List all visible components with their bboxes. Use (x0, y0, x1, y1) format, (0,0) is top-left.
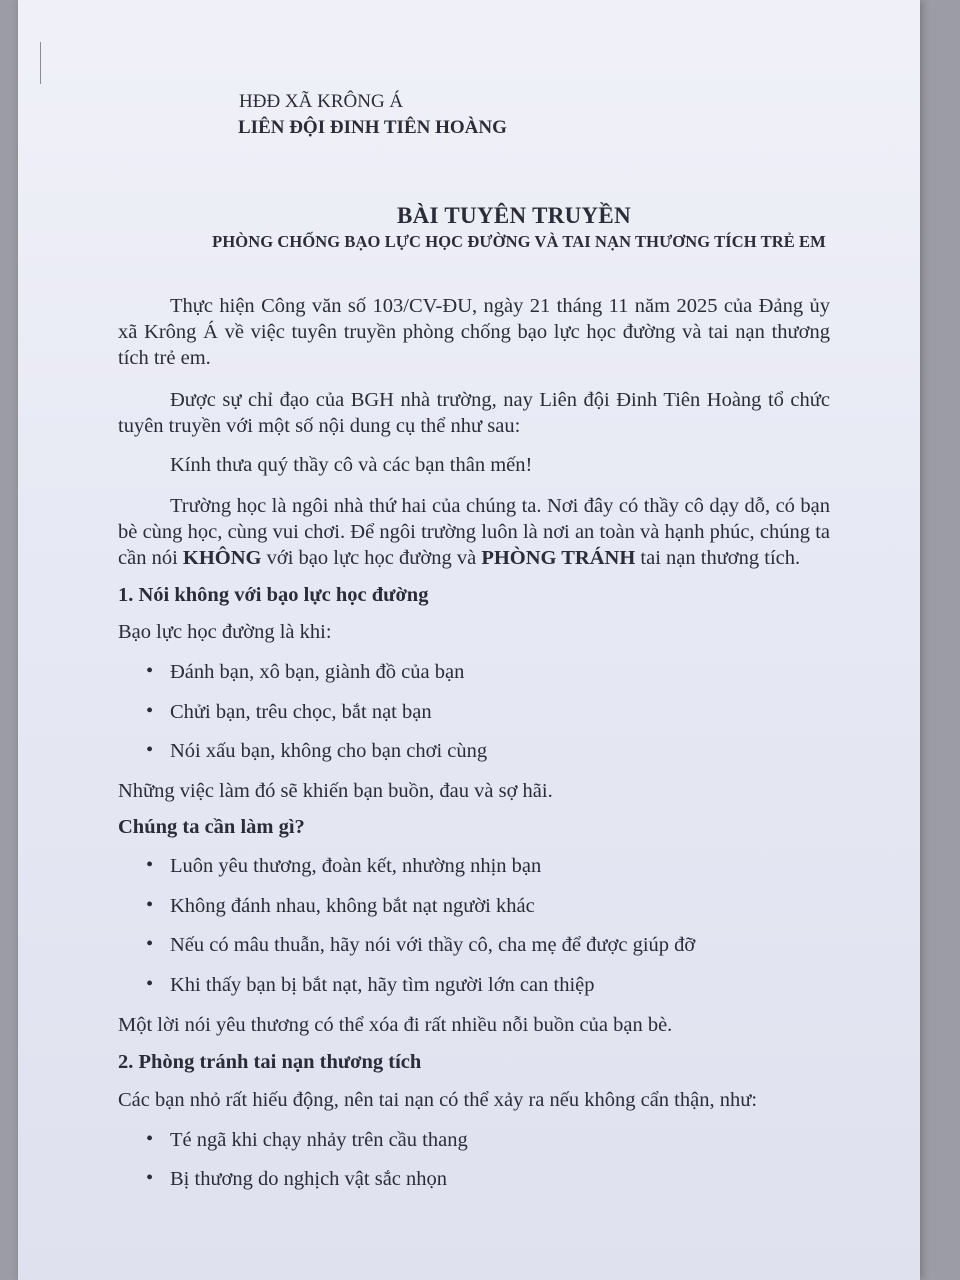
section-1-subheading: Chúng ta cần làm gì? (118, 815, 305, 838)
list-item: • Không đánh nhau, không bắt nạt người khác (170, 894, 830, 920)
list-item: • Nói xấu bạn, không cho bạn chơi cùng (170, 739, 830, 765)
section-2-heading: 2. Phòng tránh tai nạn thương tích (118, 1051, 422, 1074)
list-item: • Chửi bạn, trêu chọc, bắt nạt bạn (170, 700, 830, 726)
body-emphasis-khong: KHÔNG (182, 546, 262, 569)
document-content (118, 90, 830, 1193)
body-text-2: với bạo lực học đường và (261, 546, 482, 569)
list-item: • Bị thương do nghịch vật sắc nhọn (170, 1167, 830, 1193)
section-1-heading: 1. Nói không với bạo lực học đường (118, 583, 429, 606)
body-emphasis-phong-tranh: PHÒNG TRÁNH (481, 546, 636, 569)
list-item: • Nếu có mâu thuẫn, hãy nói với thầy cô, cha mẹ để được giúp đỡ (170, 933, 830, 959)
intro-paragraph-2: Được sự chỉ đạo của BGH nhà trường, nay Liên đội Đinh Tiên Hoàng tổ chức tuyên truyền với một số nội dung cụ thể như sau: (118, 388, 830, 437)
section-1-consequence: Những việc làm đó sẽ khiến bạn buồn, đau và sợ hãi. (118, 779, 553, 802)
paper-edge-mark (40, 42, 41, 84)
section-1-actions-list (118, 854, 830, 999)
document-subtitle: PHÒNG CHỐNG BẠO LỰC HỌC ĐƯỜNG VÀ TAI NẠN THƯƠNG TÍCH TRẺ EM (212, 232, 826, 252)
document-page (18, 0, 920, 1280)
body-text-3: tai nạn thương tích. (635, 546, 801, 569)
header-organization: HĐĐ XÃ KRÔNG Á (239, 91, 404, 112)
list-item: • Đánh bạn, xô bạn, giành đồ của bạn (170, 660, 830, 686)
section-2-lead: Các bạn nhỏ rất hiếu động, nên tai nạn có thể xảy ra nếu không cẩn thận, như: (118, 1088, 758, 1111)
intro-paragraph-1: Thực hiện Công văn số 103/CV-ĐU, ngày 21 tháng 11 năm 2025 của Đảng ủy xã Krông Á về việc tuyên truyền phòng chống bạo lực học đường và tai nạn thương tích trẻ em. (118, 294, 830, 369)
body-paragraph (118, 493, 830, 571)
list-item: • Khi thấy bạn bị bắt nạt, hãy tìm người lớn can thiệp (170, 973, 830, 999)
document-title: BÀI TUYÊN TRUYỀN (396, 202, 631, 228)
section-1-closing: Một lời nói yêu thương có thể xóa đi rất nhiều nỗi buồn của bạn bè. (118, 1013, 673, 1036)
list-item: • Luôn yêu thương, đoàn kết, nhường nhịn bạn (170, 854, 830, 880)
header-unit: LIÊN ĐỘI ĐINH TIÊN HOÀNG (238, 116, 507, 138)
section-2-list (118, 1128, 830, 1193)
greeting: Kính thưa quý thầy cô và các bạn thân mến! (170, 454, 533, 477)
section-1-list (118, 660, 830, 765)
document-header (238, 90, 830, 140)
list-item: • Té ngã khi chạy nhảy trên cầu thang (170, 1128, 830, 1154)
body-text-1: Trường học là ngôi nhà thứ hai của chúng ta. Nơi đây có thầy cô dạy dỗ, có bạn bè cùng học, cùng vui chơi. Để ngôi trường luôn là nơi an toàn và hạnh phúc, chúng ta cần nói (118, 494, 830, 569)
section-1-lead: Bạo lực học đường là khi: (118, 621, 332, 644)
